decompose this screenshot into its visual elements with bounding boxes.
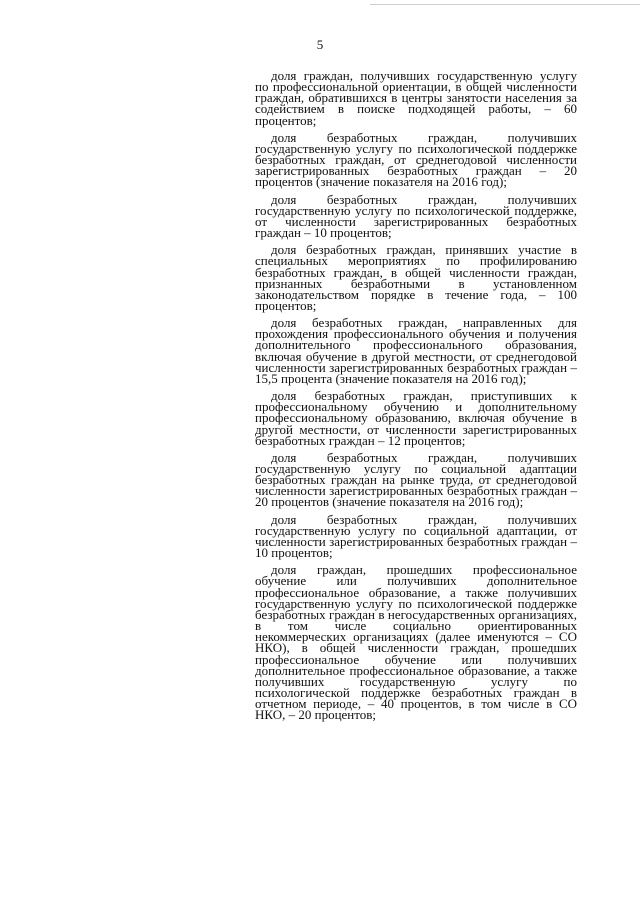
paragraph-career-guidance: доля граждан, получивших государственную услугу по профессиональной ориентации, в общей численности граждан, обратившихся в центры занятости населения за содействием в поиске подходящей работы, – 60 процентов; [255,68,577,128]
page-number: 5 [316,37,324,52]
document-body [255,70,577,726]
paragraph-training-started: доля безработных граждан, приступивших к профессиональному обучению и дополнительному профессиональному образованию, включая обучение в другой местности, от численности зарегистрированных безработных граждан – 12 процентов; [255,388,577,448]
paragraph-psych-support-avg: доля безработных граждан, получивших государственную услугу по психологической поддержке безработных граждан, от среднегодовой численности зарегистрированных безработных граждан – 20 процентов (значение показателя на 2016 год); [255,129,577,190]
paragraph-social-adaptation: доля безработных граждан, получивших государственную услугу по социальной адаптации, от численности зарегистрированных безработных граждан – 10 процентов; [255,511,577,561]
paragraph-psych-support: доля безработных граждан, получивших государственную услугу по психологической поддержке, от численности зарегистрированных безработных граждан – 10 процентов; [255,191,577,241]
paragraph-training-directed: доля безработных граждан, направленных для прохождения профессионального обучения и получения дополнительного профессионального образования, включая обучение в другой местности, от среднегодовой численности зарегистрированных безработных граждан – 15,5 процента (значение показателя на 2016 год); [255,315,577,386]
paragraph-nko-share: доля граждан, прошедших профессиональное обучение или получивших дополнительное профессиональное образование, а также получивших государственную услугу по психологической поддержке безработных граждан в негосударственных организациях, в том числе социально ориентированных некоммерческих организациях (далее именуются – СО НКО), в общей численности граждан, прошедших профессиональное обучение или получивших дополнительное профессиональное образование, а также получивших государственную услугу по психологической поддержке безработных граждан в отчетном периоде, – 40 процентов, в том числе в СО НКО, – 20 процентов; [255,562,577,723]
top-rule [370,4,640,5]
paragraph-social-adaptation-avg: доля безработных граждан, получивших государственную услугу по социальной адаптации безработных граждан на рынке труда, от среднегодовой численности зарегистрированных безработных граждан – 20 процентов (значение показателя на 2016 год); [255,449,577,510]
paragraph-profiling: доля безработных граждан, принявших участие в специальных мероприятиях по профилированию безработных граждан, в общей численности граждан, признанных безработными в установленном законодательством порядке в течение года, – 100 процентов; [255,242,577,313]
